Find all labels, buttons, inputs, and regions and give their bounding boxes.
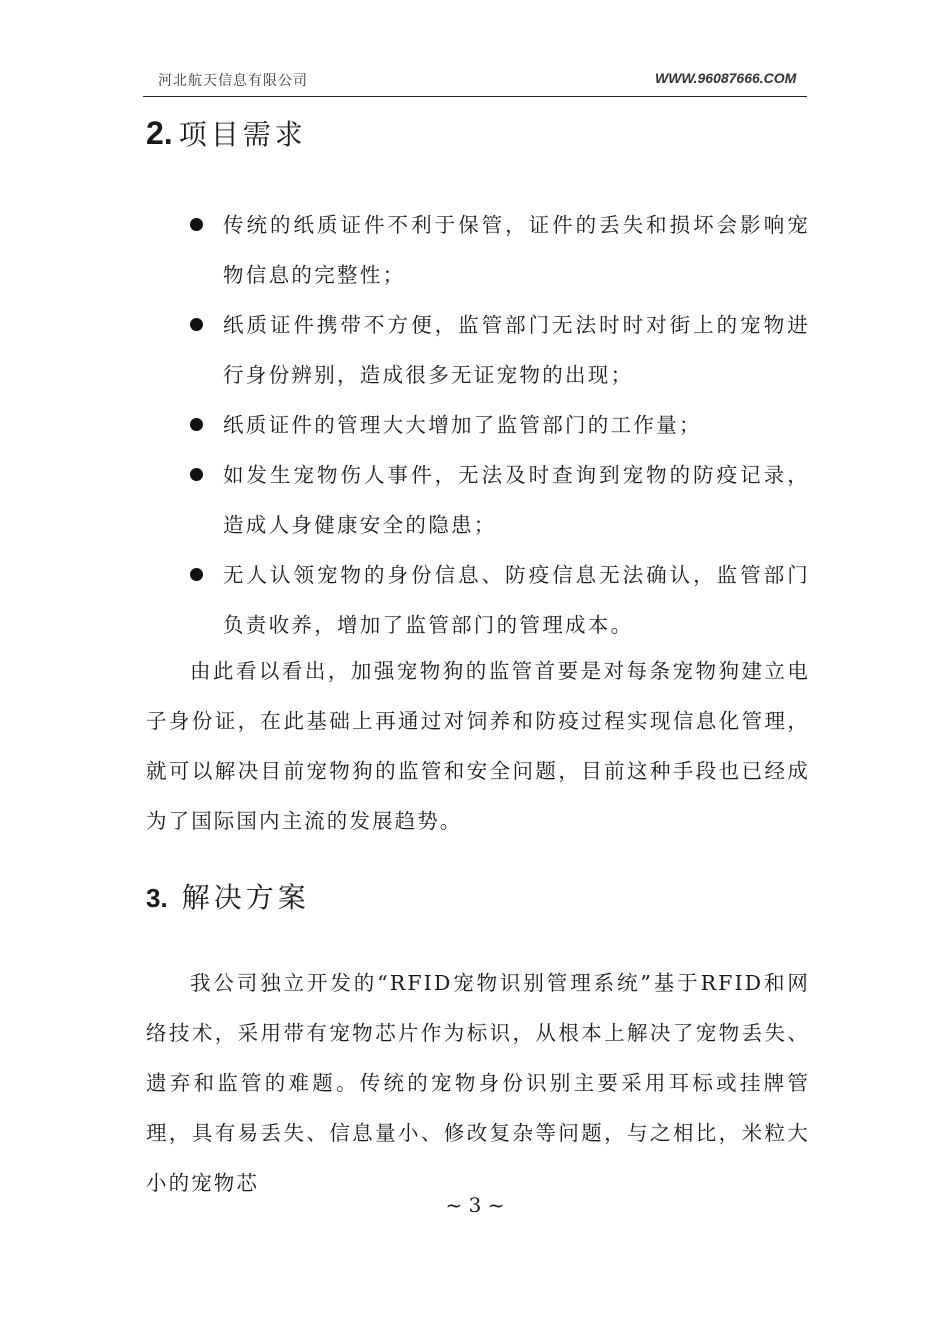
section-2-number: 2.	[146, 115, 173, 151]
bullet-dot-icon	[190, 418, 203, 431]
section-3-title: 解决方案	[181, 881, 310, 914]
list-item-text: 传统的纸质证件不利于保管，证件的丢失和损坏会影响宠物信息的完整性；	[223, 213, 810, 287]
header-website: WWW.96087666.COM	[655, 70, 797, 86]
header-divider	[143, 96, 807, 97]
list-item	[190, 200, 810, 300]
header-company: 河北航天信息有限公司	[158, 73, 308, 89]
requirements-list	[190, 200, 810, 650]
list-item-text: 纸质证件携带不方便，监管部门无法时时对街上的宠物进行身份辨别，造成很多无证宠物的出现；	[223, 313, 810, 387]
bullet-dot-icon	[190, 318, 203, 331]
list-item-text: 无人认领宠物的身份信息、防疫信息无法确认，监管部门负责收养，增加了监管部门的管理成本。	[223, 563, 810, 637]
section-3-heading	[146, 876, 310, 916]
section-2-title: 项目需求	[178, 118, 307, 151]
section-3-number: 3.	[146, 883, 168, 913]
bullet-dot-icon	[190, 218, 203, 231]
bullet-dot-icon	[190, 468, 203, 481]
section-2-paragraph: 由此看以看出，加强宠物狗的监管首要是对每条宠物狗建立电子身份证，在此基础上再通过对饲养和防疫过程实现信息化管理，就可以解决目前宠物狗的监管和安全问题，目前这种手段也已经成为了国际国内主流的发展趋势。	[146, 659, 810, 833]
list-item-text: 如发生宠物伤人事件，无法及时查询到宠物的防疫记录，造成人身健康安全的隐患；	[223, 463, 810, 537]
list-item	[190, 550, 810, 650]
section-2-heading	[146, 113, 307, 153]
list-item	[190, 300, 810, 400]
section-3-paragraph: 我公司独立开发的“RFID宠物识别管理系统”基于RFID和网络技术，采用带有宠物芯片作为标识，从根本上解决了宠物丢失、遗弃和监管的难题。传统的宠物身份识别主要采用耳标或挂牌管理，具有易丢失、信息量小、修改复杂等问题，与之相比，米粒大小的宠物芯	[146, 971, 810, 1195]
page-number: ~ 3 ~	[445, 1193, 505, 1217]
list-item	[190, 450, 810, 550]
bullet-dot-icon	[190, 568, 203, 581]
list-item-text: 纸质证件的管理大大增加了监管部门的工作量；	[223, 413, 702, 437]
list-item	[190, 400, 810, 450]
